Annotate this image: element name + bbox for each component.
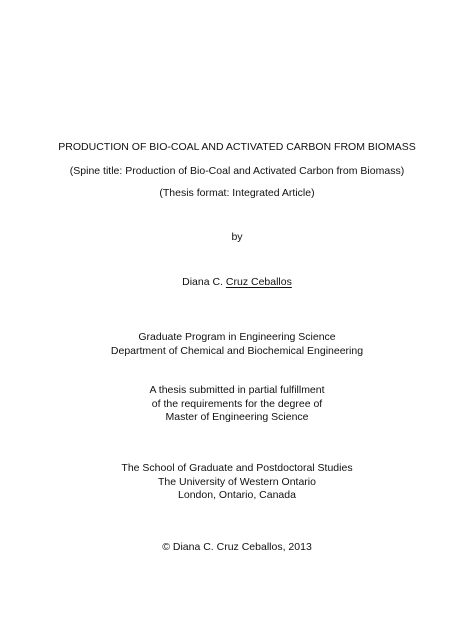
degree-statement	[0, 384, 474, 425]
program-block	[0, 331, 474, 358]
degree-line-1: A thesis submitted in partial fulfillment	[149, 384, 325, 396]
department-line: Department of Chemical and Biochemical Engineering	[110, 344, 364, 357]
school-line-1: The School of Graduate and Postdoctoral Studies	[121, 462, 353, 474]
degree-line-3: Master of Engineering Science	[165, 411, 309, 423]
thesis-title: PRODUCTION OF BIO-COAL AND ACTIVATED CARBON FROM BIOMASS	[58, 141, 416, 153]
school-line-2: The University of Western Ontario	[158, 475, 316, 488]
school-line-3: London, Ontario, Canada	[178, 489, 296, 501]
degree-line-2: of the requirements for the degree of	[151, 397, 323, 410]
author-given-name: Diana C.	[182, 276, 223, 288]
copyright-notice: © Diana C. Cruz Ceballos, 2013	[162, 541, 312, 553]
program-line: Graduate Program in Engineering Science	[138, 331, 336, 343]
author-name	[0, 276, 474, 289]
school-block	[0, 462, 474, 503]
spine-title: (Spine title: Production of Bio-Coal and Activated Carbon from Biomass)	[69, 165, 405, 177]
thesis-format: (Thesis format: Integrated Article)	[159, 187, 315, 199]
by-label: by	[231, 231, 243, 243]
author-surname: Cruz Ceballos	[225, 276, 292, 288]
